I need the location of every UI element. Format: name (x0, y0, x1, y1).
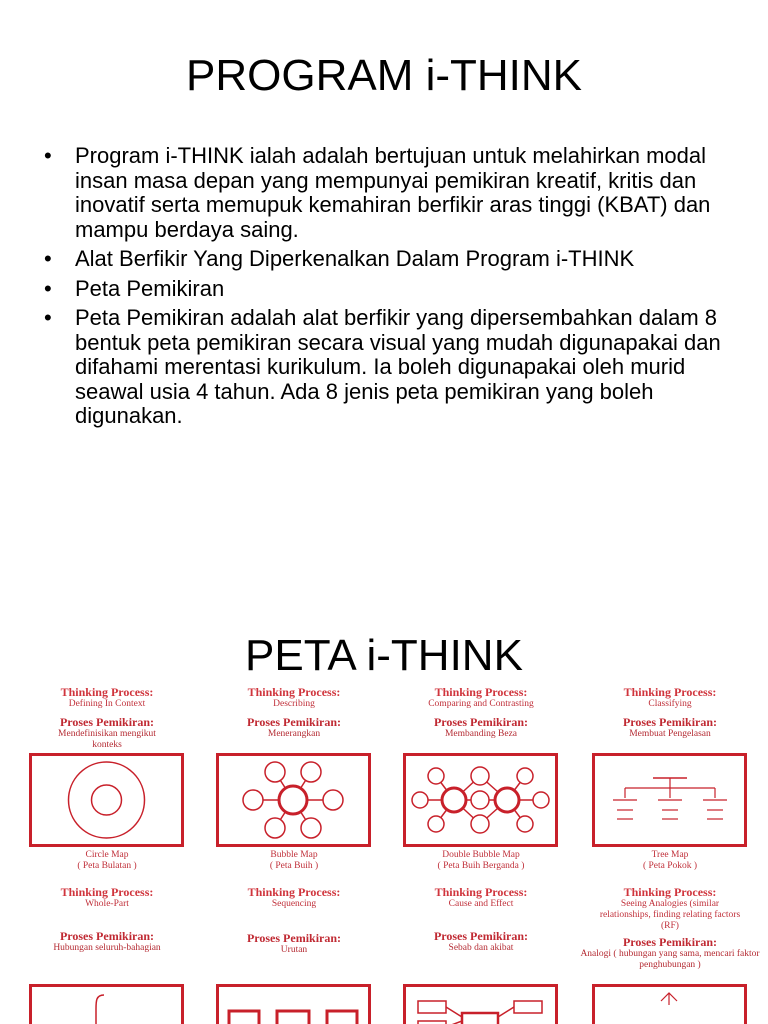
bridge-map-card (577, 886, 763, 971)
slide-1-title: PROGRAM i-THINK (186, 51, 582, 100)
proses-pemikiran-desc: Membuat Pengelasan (629, 729, 711, 739)
thinking-process-label: Thinking Process: (60, 885, 154, 899)
circle-map-caption: Circle Map ( Peta Bulatan ) (77, 850, 137, 871)
proses-pemikiran-desc: Sebab dan akibat (448, 943, 514, 953)
thinking-process-label: Thinking Process: (623, 685, 717, 699)
thinking-process-label: Thinking Process: (247, 685, 341, 699)
thinking-process-desc: Sequencing (271, 899, 317, 909)
flow-map-diagram (216, 984, 371, 1024)
multi-flow-map-card (388, 886, 574, 954)
bubble-map-diagram (216, 753, 371, 847)
bullet-item: • Peta Pemikiran adalah alat berfikir yang dipersembahkan dalam 8 bentuk peta pemikiran secara visual yang mudah digunapakai dan difahami merentasi kurikulum. Ia boleh digunapakai oleh murid seawal usia 4 tahun. Ada 8 jenis peta pemikiran yang boleh digunakan. (44, 306, 734, 429)
bullet-item: • Program i-THINK ialah adalah bertujuan untuk melahirkan modal insan masa depan yang mempunyai pemikiran kreatif, kritis dan inovatif serta memupuk kemahiran berfikir aras tinggi (KBAT) dan mampu berdaya saing. (44, 144, 734, 242)
tree-map-caption: Tree Map ( Peta Pokok ) (642, 850, 698, 871)
proses-pemikiran-label: Proses Pemikiran: (59, 715, 155, 729)
thinking-process-desc: Comparing and Contrasting (428, 699, 534, 709)
thinking-process-label: Thinking Process: (623, 885, 717, 899)
slide-2-title: PETA i-THINK (245, 631, 523, 680)
proses-pemikiran-label: Proses Pemikiran: (433, 929, 529, 943)
proses-pemikiran-label: Proses Pemikiran: (59, 929, 155, 943)
double-bubble-map-diagram (403, 753, 558, 847)
thinking-process-desc: Whole-Part (85, 899, 129, 909)
tree-map-diagram (592, 753, 747, 847)
thinking-process-desc: Classifying (648, 699, 692, 709)
thinking-process-desc: Cause and Effect (448, 899, 514, 909)
bubble-map-card (201, 686, 387, 740)
proses-pemikiran-desc: Menerangkan (267, 729, 321, 739)
bullet-list (44, 144, 734, 434)
thinking-process-label: Thinking Process: (434, 685, 528, 699)
thinking-process-desc: Defining In Context (68, 699, 146, 709)
bullet-item: • Peta Pemikiran (44, 277, 734, 302)
proses-pemikiran-label: Proses Pemikiran: (246, 715, 342, 729)
brace-map-card (14, 886, 200, 954)
circle-map-diagram (29, 753, 184, 847)
proses-pemikiran-desc: Hubungan seluruh-bahagian (53, 943, 161, 953)
proses-pemikiran-desc: Urutan (280, 945, 308, 955)
brace-map-diagram (29, 984, 184, 1024)
bubble-map-caption: Bubble Map ( Peta Buih ) (269, 850, 319, 871)
double-bubble-map-card (388, 686, 574, 740)
circle-map-card (14, 686, 200, 751)
thinking-process-label: Thinking Process: (60, 685, 154, 699)
thinking-process-label: Thinking Process: (247, 885, 341, 899)
double-bubble-map-caption: Double Bubble Map ( Peta Buih Berganda ) (437, 850, 525, 871)
thinking-process-label: Thinking Process: (434, 885, 528, 899)
proses-pemikiran-label: Proses Pemikiran: (246, 931, 342, 945)
thinking-maps-figure (0, 682, 768, 1024)
proses-pemikiran-desc: Mendefinisikan mengikut konteks (58, 729, 156, 750)
proses-pemikiran-label: Proses Pemikiran: (622, 715, 718, 729)
bridge-map-diagram (592, 984, 747, 1024)
thinking-process-desc: Seeing Analogies (similar relationships, finding relating factors (RF) (599, 899, 741, 931)
proses-pemikiran-label: Proses Pemikiran: (433, 715, 529, 729)
proses-pemikiran-desc: Analogi ( hubungan yang sama, mencari faktor penghubungan ) (580, 949, 760, 970)
proses-pemikiran-label: Proses Pemikiran: (622, 935, 718, 949)
bullet-item: • Alat Berfikir Yang Diperkenalkan Dalam Program i-THINK (44, 247, 734, 272)
flow-map-card (201, 886, 387, 956)
tree-map-card (577, 686, 763, 740)
multi-flow-map-diagram (403, 984, 558, 1024)
proses-pemikiran-desc: Membanding Beza (444, 729, 518, 739)
thinking-process-desc: Describing (273, 699, 315, 709)
